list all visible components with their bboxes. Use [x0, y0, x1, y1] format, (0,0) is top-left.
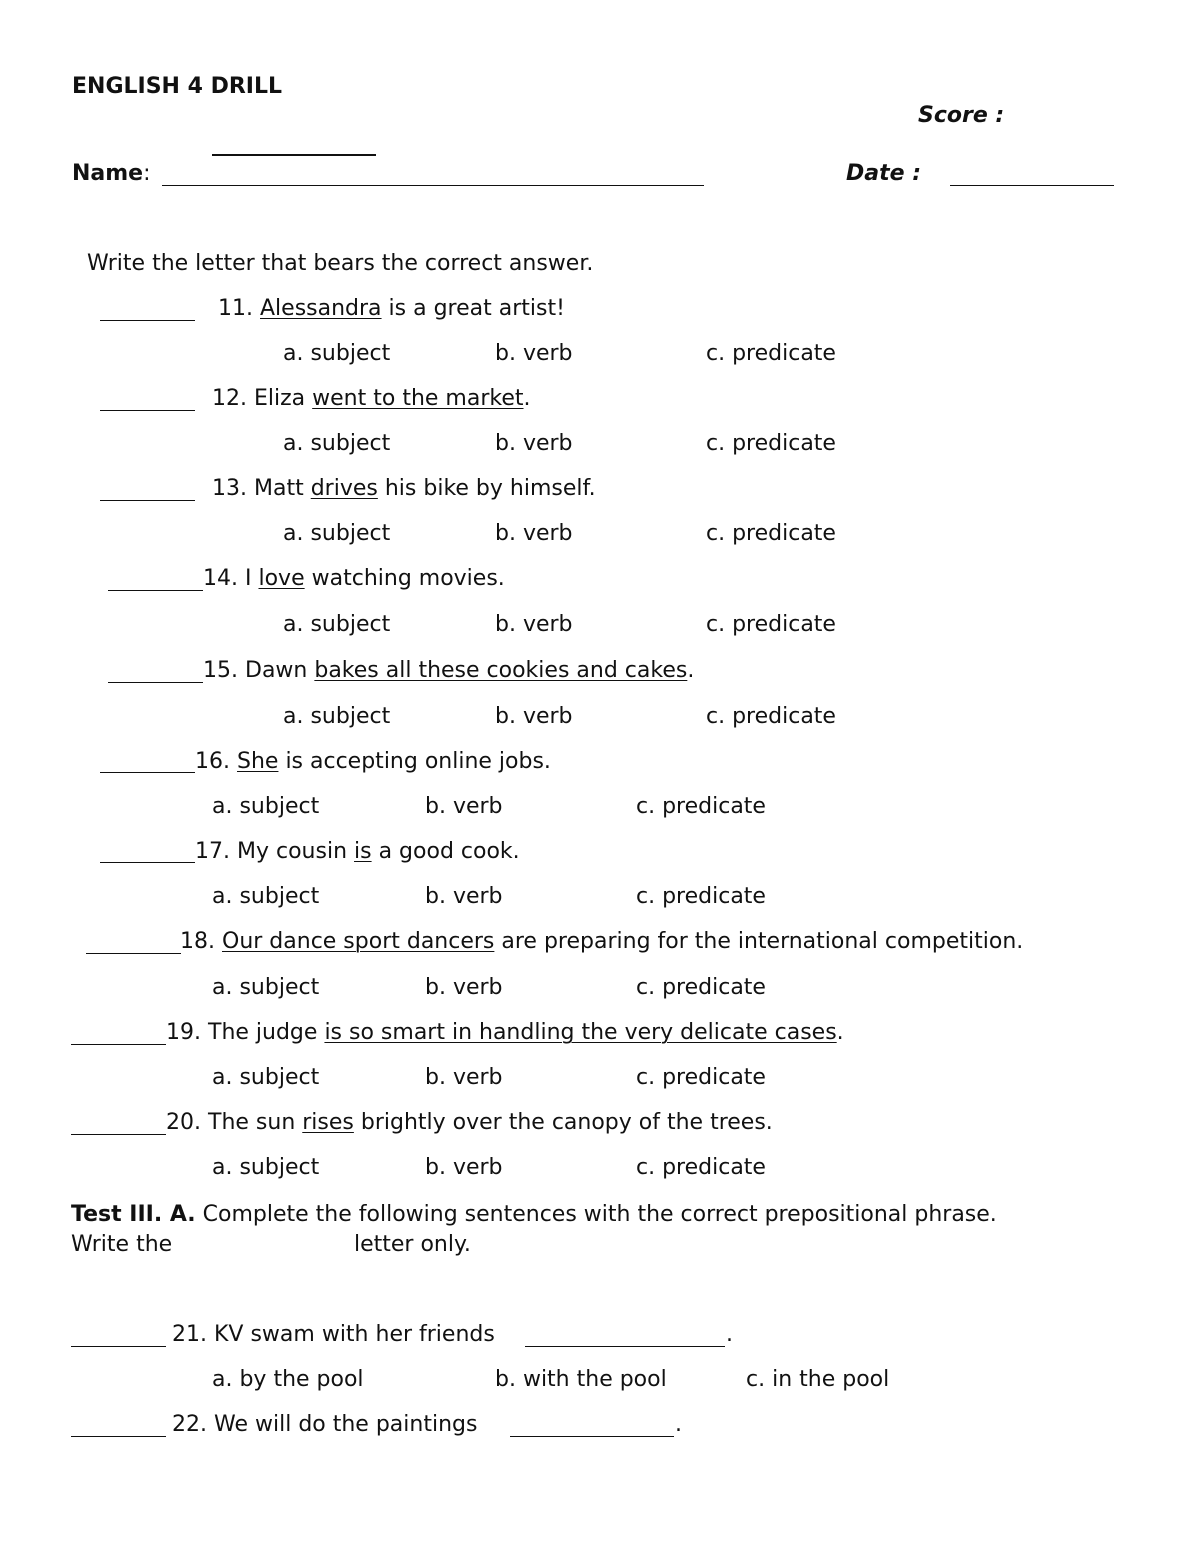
underlined-phrase: Alessandra — [260, 296, 382, 321]
fill-blank-22[interactable] — [510, 1436, 674, 1437]
answer-blank-14[interactable] — [108, 590, 203, 591]
choice-c: c. predicate — [706, 521, 836, 546]
choice-b: b. verb — [495, 704, 573, 729]
choice-a: a. subject — [212, 794, 320, 819]
choice-b: b. verb — [425, 975, 503, 1000]
choice-b: b. verb — [425, 1065, 503, 1090]
choice-a: a. subject — [283, 431, 391, 456]
choice-c: c. in the pool — [746, 1367, 890, 1392]
choice-a: a. subject — [283, 341, 391, 366]
answer-blank-17[interactable] — [100, 862, 195, 863]
underlined-phrase: rises — [302, 1110, 354, 1135]
choice-c: c. predicate — [636, 884, 766, 909]
date-blank[interactable] — [950, 185, 1114, 186]
instructions: Write the letter that bears the correct answer. — [87, 251, 594, 276]
name-label: Name — [72, 161, 144, 186]
name-label-group — [72, 163, 151, 185]
choice-a: a. subject — [212, 975, 320, 1000]
answer-blank-15[interactable] — [108, 682, 203, 683]
choice-b: b. verb — [495, 612, 573, 637]
underlined-phrase: is so smart in handling the very delicate cases — [324, 1020, 837, 1045]
test3-label: Test III. A. — [71, 1202, 196, 1227]
answer-blank-22[interactable] — [71, 1436, 166, 1437]
choice-b: b. verb — [495, 341, 573, 366]
question-12: 12. Eliza went to the market. — [212, 386, 531, 411]
question-22: 22. We will do the paintings — [172, 1412, 478, 1437]
question-11: 11. Alessandra is a great artist! — [218, 296, 565, 321]
choice-c: c. predicate — [706, 341, 836, 366]
choice-a: a. subject — [283, 704, 391, 729]
choice-c: c. predicate — [706, 704, 836, 729]
page-title: ENGLISH 4 DRILL — [72, 74, 283, 99]
choice-b: b. with the pool — [495, 1367, 667, 1392]
answer-blank-21[interactable] — [71, 1346, 166, 1347]
date-label: Date : — [846, 161, 922, 186]
choice-a: a. subject — [283, 521, 391, 546]
answer-blank-12[interactable] — [100, 410, 195, 411]
test3-instruction-line2b: letter only. — [354, 1232, 471, 1257]
answer-blank-20[interactable] — [71, 1134, 166, 1135]
choice-c: c. predicate — [706, 431, 836, 456]
underlined-phrase: is — [354, 839, 372, 864]
name-blank[interactable] — [162, 185, 704, 186]
name-colon: : — [143, 161, 151, 186]
choice-a: a. subject — [283, 612, 391, 637]
underlined-phrase: Our dance sport dancers — [222, 929, 495, 954]
question-20: 20. The sun rises brightly over the canopy of the trees. — [166, 1110, 773, 1135]
test3-instruction-line2a: Write the — [71, 1232, 173, 1257]
underlined-phrase: She — [237, 749, 279, 774]
answer-blank-16[interactable] — [100, 772, 195, 773]
choice-c: c. predicate — [636, 1155, 766, 1180]
question-21: 21. KV swam with her friends — [172, 1322, 495, 1347]
choice-c: c. predicate — [636, 794, 766, 819]
choice-b: b. verb — [425, 794, 503, 819]
choice-b: b. verb — [495, 431, 573, 456]
underlined-phrase: drives — [310, 476, 378, 501]
choice-c: c. predicate — [636, 975, 766, 1000]
question-14: 14. I love watching movies. — [203, 566, 505, 591]
score-label: Score : — [918, 103, 1005, 128]
underlined-phrase: bakes all these cookies and cakes — [314, 658, 688, 683]
answer-blank-19[interactable] — [71, 1044, 166, 1045]
fill-blank-21[interactable] — [525, 1346, 725, 1347]
choice-b: b. verb — [425, 884, 503, 909]
answer-blank-11[interactable] — [100, 320, 195, 321]
score-blank[interactable] — [212, 154, 376, 156]
question-13: 13. Matt drives his bike by himself. — [212, 476, 596, 501]
choice-a: a. subject — [212, 1065, 320, 1090]
choice-c: c. predicate — [706, 612, 836, 637]
question-18: 18. Our dance sport dancers are preparing for the international competition. — [180, 929, 1024, 954]
choice-a: a. subject — [212, 884, 320, 909]
question-17: 17. My cousin is a good cook. — [195, 839, 520, 864]
choice-a: a. by the pool — [212, 1367, 364, 1392]
choice-b: b. verb — [425, 1155, 503, 1180]
answer-blank-18[interactable] — [86, 953, 181, 954]
answer-blank-13[interactable] — [100, 500, 195, 501]
underlined-phrase: went to the market — [312, 386, 524, 411]
question-21-end: . — [726, 1322, 733, 1347]
test3-instruction: Test III. A. Complete the following sentences with the correct prepositional phrase. — [71, 1202, 997, 1227]
choice-c: c. predicate — [636, 1065, 766, 1090]
question-22-end: . — [675, 1412, 682, 1437]
underlined-phrase: love — [258, 566, 305, 591]
choice-a: a. subject — [212, 1155, 320, 1180]
choice-b: b. verb — [495, 521, 573, 546]
question-19: 19. The judge is so smart in handling the very delicate cases. — [166, 1020, 844, 1045]
question-16: 16. She is accepting online jobs. — [195, 749, 551, 774]
question-15: 15. Dawn bakes all these cookies and cakes. — [203, 658, 695, 683]
